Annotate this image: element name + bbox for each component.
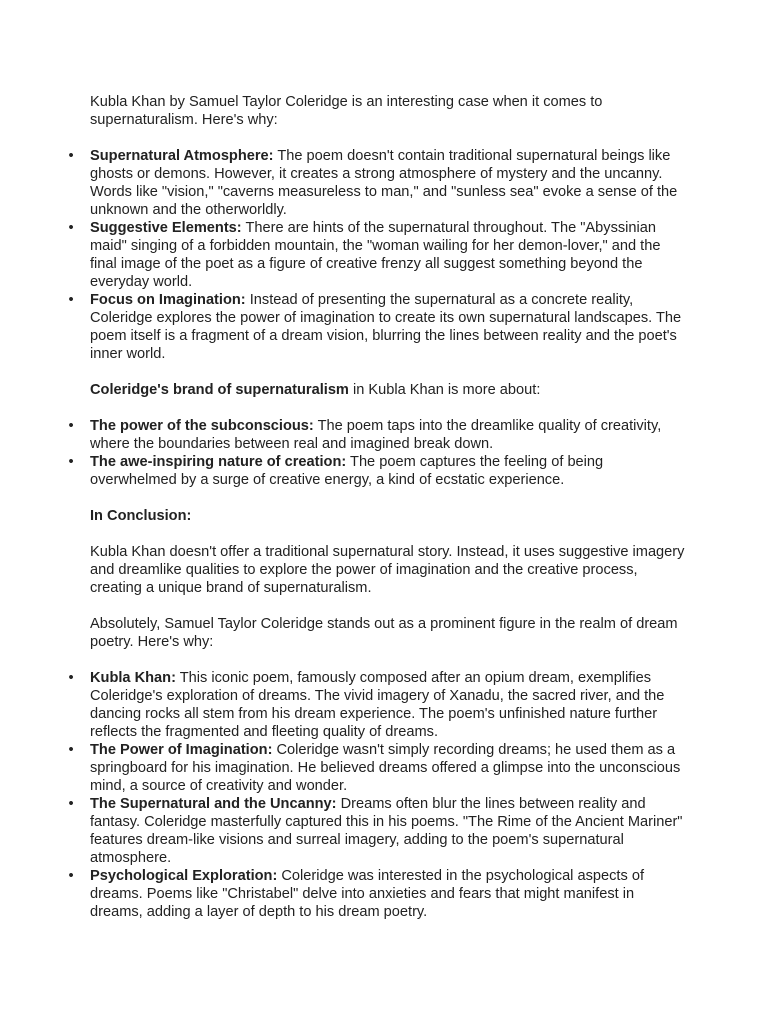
intro-paragraph: Kubla Khan by Samuel Taylor Coleridge is an interesting case when it comes to supernaturalism. Here's why: bbox=[90, 94, 603, 128]
list-item-text: Dreams often blur the lines between reality and fantasy. Coleridge masterfully captured this in his poems. "The Rime of the Ancient Mariner" features dream-like visions and surreal imagery, adding to the poem's supernatural atmosphere. bbox=[90, 796, 683, 866]
list-item-term: Focus on Imagination: bbox=[90, 292, 246, 308]
bullet-icon: • bbox=[68, 742, 74, 758]
bullet-icon: • bbox=[68, 148, 74, 164]
spacer bbox=[0, 597, 768, 615]
bullet-icon: • bbox=[68, 220, 74, 236]
list-item-text: There are hints of the supernatural throughout. The "Abyssinian maid" singing of a forbidden mountain, the "woman wailing for her demon-lover," and the final image of the poet as a figure of creative frenzy all suggest something beyond the everyday world. bbox=[90, 220, 661, 290]
spacer bbox=[0, 651, 768, 669]
dream-poetry-list bbox=[0, 669, 768, 921]
bullet-icon: • bbox=[68, 292, 74, 308]
list-item bbox=[68, 741, 690, 795]
list-item bbox=[68, 453, 690, 489]
brand-lead-rest: in Kubla Khan is more about: bbox=[348, 382, 541, 398]
list-item bbox=[68, 417, 690, 453]
list-item-term: The Power of Imagination: bbox=[90, 742, 273, 758]
conclusion-heading: In Conclusion: bbox=[90, 508, 192, 524]
list-item-text: Instead of presenting the supernatural as a concrete reality, Coleridge explores the power of imagination to create its own supernatural landscapes. The poem itself is a fragment of a dream vision, blurring the lines between reality and the poet's inner world. bbox=[90, 292, 682, 362]
list-item-text: Coleridge was interested in the psychological aspects of dreams. Poems like "Christabel" delve into anxieties and fears that might manifest in dreams, adding a layer of depth to his dream poetry. bbox=[90, 868, 644, 920]
list-item-term: Suggestive Elements: bbox=[90, 220, 242, 236]
supernatural-reasons-list bbox=[0, 147, 768, 363]
list-item-text: The poem doesn't contain traditional supernatural beings like ghosts or demons. However, it creates a strong atmosphere of mystery and the uncanny. Words like "vision," "caverns measureless to man," and "sunless sea" evoke a sense of the unknown and the otherworldly. bbox=[90, 148, 678, 218]
dream-poetry-intro: Absolutely, Samuel Taylor Coleridge stands out as a prominent figure in the realm of dream poetry. Here's why: bbox=[90, 616, 678, 650]
brand-list bbox=[0, 417, 768, 489]
list-item bbox=[68, 219, 690, 291]
list-item-text: The poem captures the feeling of being overwhelmed by a surge of creative energy, a kind of ecstatic experience. bbox=[90, 454, 604, 488]
list-item-term: The power of the subconscious: bbox=[90, 418, 314, 434]
list-item-term: The Supernatural and the Uncanny: bbox=[90, 796, 337, 812]
list-item-term: Psychological Exploration: bbox=[90, 868, 278, 884]
spacer bbox=[0, 129, 768, 147]
bullet-icon: • bbox=[68, 454, 74, 470]
list-item bbox=[68, 291, 690, 363]
spacer bbox=[0, 525, 768, 543]
list-item-text: The poem taps into the dreamlike quality of creativity, where the boundaries between real and imagined break down. bbox=[90, 418, 662, 452]
conclusion-paragraph: Kubla Khan doesn't offer a traditional supernatural story. Instead, it uses suggestive imagery and dreamlike qualities to explore the power of imagination and the creative process, creating a unique brand of supernaturalism. bbox=[90, 544, 685, 596]
list-item-term: Supernatural Atmosphere: bbox=[90, 148, 274, 164]
spacer bbox=[0, 489, 768, 507]
brand-lead-bold: Coleridge's brand of supernaturalism bbox=[90, 382, 349, 398]
list-item-text: This iconic poem, famously composed after an opium dream, exemplifies Coleridge's exploration of dreams. The vivid imagery of Xanadu, the sacred river, and the dancing rocks all stem from his dream experience. The poem's unfinished nature further reflects the fragmented and fleeting quality of dreams. bbox=[90, 670, 665, 740]
list-item bbox=[68, 669, 690, 741]
list-item-text: Coleridge wasn't simply recording dreams; he used them as a springboard for his imagination. He believed dreams offered a glimpse into the unconscious mind, a source of creativity and wonder. bbox=[90, 742, 681, 794]
brand-lead-paragraph bbox=[90, 381, 690, 399]
bullet-icon: • bbox=[68, 796, 74, 812]
list-item bbox=[68, 147, 690, 219]
list-item-term: Kubla Khan: bbox=[90, 670, 176, 686]
list-item bbox=[68, 795, 690, 867]
list-item bbox=[68, 867, 690, 921]
bullet-icon: • bbox=[68, 670, 74, 686]
spacer bbox=[0, 399, 768, 417]
bullet-icon: • bbox=[68, 868, 74, 884]
spacer bbox=[0, 363, 768, 381]
document-page bbox=[0, 93, 768, 921]
list-item-term: The awe-inspiring nature of creation: bbox=[90, 454, 347, 470]
bullet-icon: • bbox=[68, 418, 74, 434]
